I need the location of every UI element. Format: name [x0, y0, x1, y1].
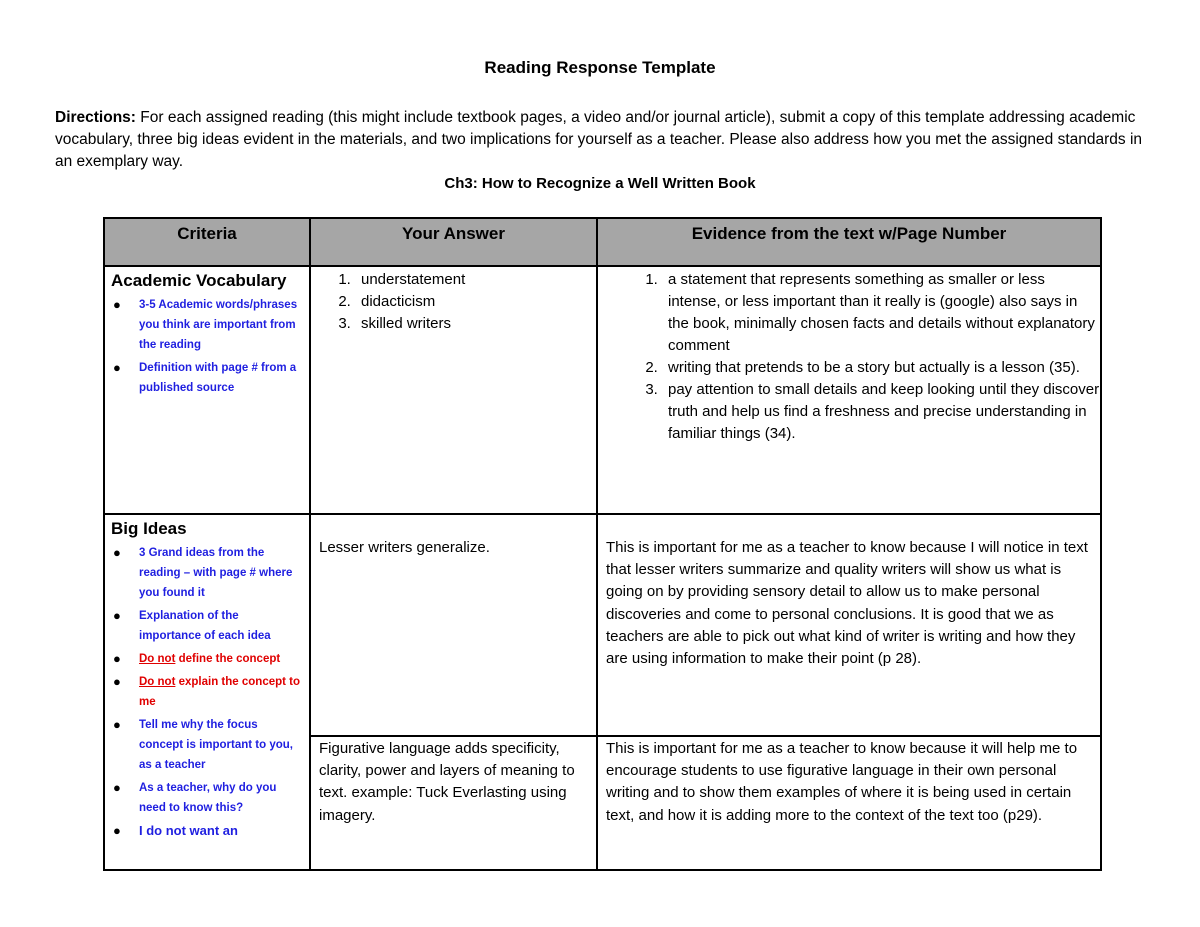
chapter-subtitle: Ch3: How to Recognize a Well Written Book: [444, 175, 756, 192]
list-item: ● As a teacher, why do you need to know this?: [113, 778, 309, 818]
list-item: ● Definition with page # from a published source: [113, 358, 309, 398]
big-idea-2-answer: Figurative language adds specificity, clarity, power and layers of meaning to text. example: Tuck Everlasting using imagery.: [319, 740, 575, 824]
list-item: [113, 672, 309, 712]
list-item: 1. understatement: [355, 269, 596, 291]
do-not-emphasis: Do not: [139, 653, 176, 665]
big-ideas-criteria-cell: [104, 514, 310, 870]
big-ideas-row-1: [104, 514, 1101, 736]
big-idea-2-answer-cell: [310, 736, 597, 870]
big-idea-2-evidence-cell: [597, 736, 1101, 870]
response-table: [103, 217, 1102, 871]
vocab-title: Academic Vocabulary: [111, 271, 287, 290]
big-idea-1-answer: Lesser writers generalize.: [319, 539, 490, 556]
document-title: Reading Response Template: [484, 58, 716, 77]
list-item: ● I do not want an: [113, 821, 309, 841]
header-your-answer: Your Answer: [310, 218, 597, 266]
criteria-text: explain the concept to me: [139, 676, 301, 708]
vocab-answer-list: [311, 269, 596, 335]
big-idea-1-answer-cell: [310, 514, 597, 736]
list-item: [113, 649, 309, 669]
vocab-evidence-cell: [597, 266, 1101, 514]
do-not-emphasis: Do not: [139, 676, 176, 688]
big-idea-2-evidence: This is important for me as a teacher to know because it will help me to encourage students to use figurative language in their own personal writing and to show them examples of where it is being used in certain text, and how it is adding more to the context of the text too (p29).: [606, 740, 1078, 824]
vocab-row: [104, 266, 1101, 514]
big-ideas-title: Big Ideas: [111, 519, 187, 538]
table-header-row: [104, 218, 1101, 266]
criteria-text: define the concept: [175, 653, 281, 665]
vocab-evidence-list: [598, 269, 1100, 445]
directions-label: Directions:: [55, 109, 136, 126]
header-evidence: Evidence from the text w/Page Number: [597, 218, 1101, 266]
directions-paragraph: [55, 107, 1145, 173]
list-item: 3. skilled writers: [355, 313, 596, 335]
header-criteria: Criteria: [104, 218, 310, 266]
big-idea-1-evidence: This is important for me as a teacher to know because I will notice in text that lesser writers summarize and quality writers will show us what is going on by providing sensory detail to allow us to make personal discoveries and come to personal conclusions. It is good that we as teachers are able to pick out what kind of writer is writing and how they are using information to make their point (p 28).: [606, 539, 1088, 668]
directions-text: For each assigned reading (this might include textbook pages, a video and/or journal article), submit a copy of this template addressing academic vocabulary, three big ideas evident in the materials, and two implications for yourself as a teacher. Please also address how you met the assigned standards in an exemplary way.: [55, 109, 1143, 170]
list-item: 3. pay attention to small details and keep looking until they discover truth and help us find a freshness and precise understanding in familiar things (34).: [662, 379, 1100, 445]
vocab-criteria-list: [105, 295, 309, 398]
vocab-criteria-cell: [104, 266, 310, 514]
big-idea-1-evidence-cell: [597, 514, 1101, 736]
list-item: 1. a statement that represents something as smaller or less intense, or less important than it really is (google) also says in the book, minimally chosen facts and details without explanatory comment: [662, 269, 1100, 357]
list-item: ● 3-5 Academic words/phrases you think are important from the reading: [113, 295, 309, 355]
vocab-answer-cell: [310, 266, 597, 514]
big-ideas-criteria-list: [105, 543, 309, 841]
list-item: 2. writing that pretends to be a story but actually is a lesson (35).: [662, 357, 1100, 379]
list-item: ● 3 Grand ideas from the reading – with page # where you found it: [113, 543, 309, 603]
list-item: ● Explanation of the importance of each idea: [113, 606, 309, 646]
list-item: ● Tell me why the focus concept is important to you, as a teacher: [113, 715, 309, 775]
list-item: 2. didacticism: [355, 291, 596, 313]
